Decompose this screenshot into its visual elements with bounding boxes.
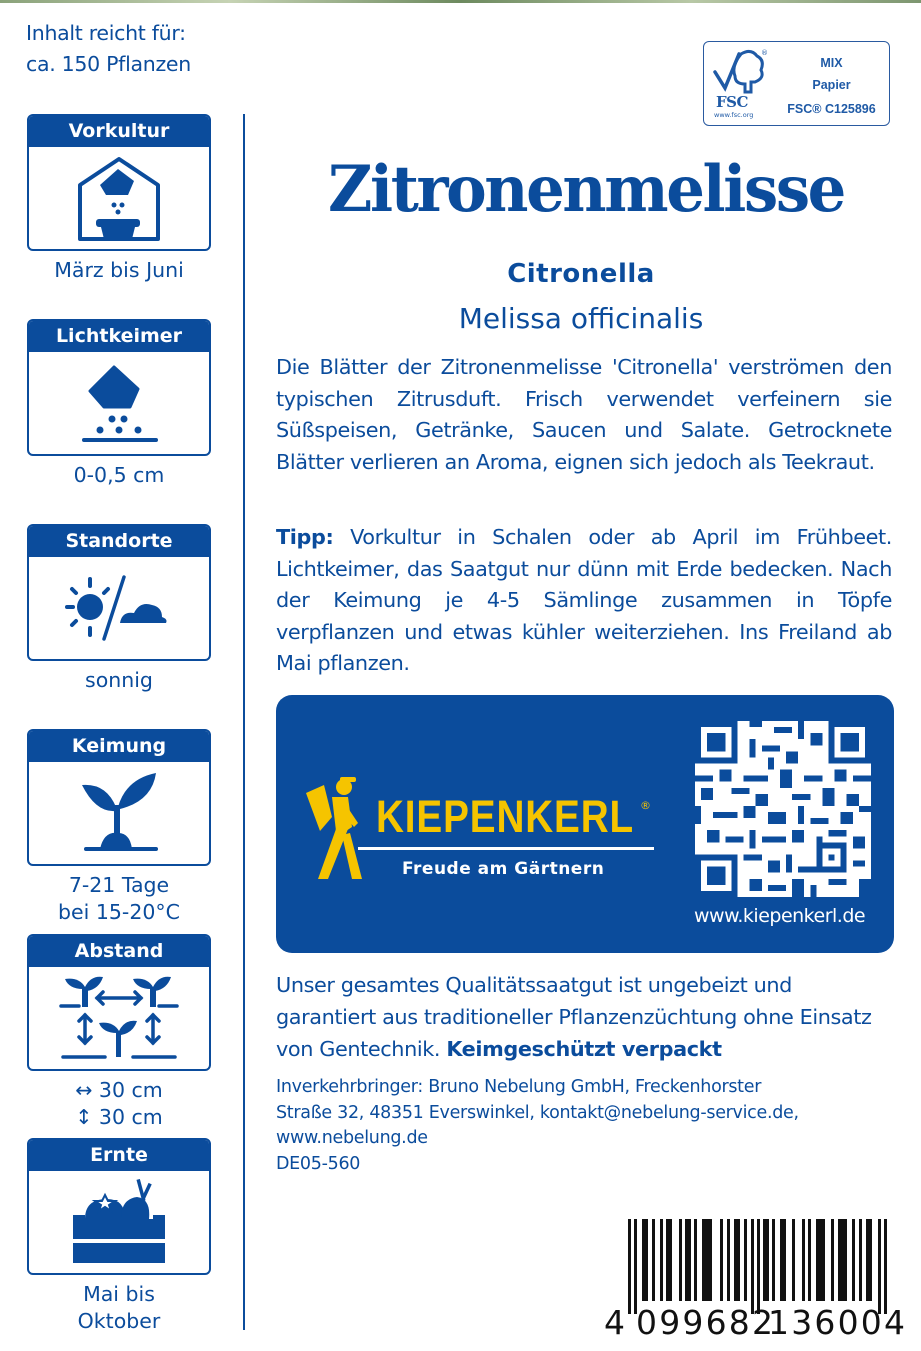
seed-quantity-line-1: Inhalt reicht für: <box>26 21 186 45</box>
seed-packet-surface-sowing-icon <box>74 363 164 443</box>
kiepenkerl-registered: ® <box>640 799 651 812</box>
kiepenkerl-hiker-logo-icon <box>306 775 362 883</box>
card-title: Standorte <box>29 526 209 557</box>
info-card-lichtkeimer <box>27 319 211 456</box>
card-title: Ernte <box>29 1140 209 1171</box>
barcode-digits-right: 136004 <box>768 1303 908 1342</box>
top-photo-strip <box>0 0 921 3</box>
seed-quantity-info <box>26 18 191 80</box>
fsc-paper: Papier <box>812 78 851 92</box>
barcode-digits-left: 099682 <box>636 1303 776 1342</box>
distributor-info <box>276 1075 896 1177</box>
barcode-digit-first: 4 <box>604 1303 625 1342</box>
fsc-registered-mark: ® <box>761 49 768 57</box>
organic-control-code: DE05-560 <box>276 1153 361 1174</box>
distributor-website: www.nebelung.de <box>276 1128 428 1148</box>
column-divider <box>243 114 245 1330</box>
product-title: Zitronenmelisse <box>328 152 844 227</box>
card-caption-ernte: Mai bis Oktober <box>77 1282 161 1333</box>
ean-barcode-icon <box>606 1219 891 1314</box>
card-caption-keimung: 7-21 Tage bei 15-20°C <box>58 873 180 924</box>
seed-quantity-line-2: ca. 150 Pflanzen <box>26 52 191 76</box>
qr-code-icon[interactable] <box>695 721 871 897</box>
seedling-icon <box>74 771 164 855</box>
quality-statement <box>276 969 896 1065</box>
fsc-mix: MIX <box>820 56 843 70</box>
product-variety: Citronella <box>507 259 655 289</box>
greenhouse-sowing-icon <box>74 155 164 241</box>
distributor-line-2: Straße 32, 48351 Everswinkel, kontakt@nebelung-service.de, <box>276 1102 799 1123</box>
fsc-url: www.fsc.org <box>714 111 754 119</box>
card-caption-standorte: sonnig <box>85 668 153 692</box>
info-card-standorte <box>27 524 211 661</box>
info-card-abstand <box>27 934 211 1071</box>
info-card-vorkultur <box>27 114 211 251</box>
kiepenkerl-banner <box>276 695 894 953</box>
sun-cloud-icon <box>64 573 174 643</box>
tip-label: Tipp: <box>276 525 334 549</box>
card-caption-abstand: ↔ 30 cm ↕ 30 cm <box>75 1078 163 1129</box>
kiepenkerl-underline <box>358 847 654 850</box>
tip-text: Vorkultur in Schalen oder ab April im Frühbeet. Lichtkeimer, das Saatgut nur dünn mit Erde bedecken. Nach der Keimung je 4-5 Sämlinge zusammen in Töpfe verpflanzen und etwas kühler weiterziehen. Ins Freiland ab Mai pflanzen. <box>276 525 892 675</box>
kiepenkerl-slogan: Freude am Gärtnern <box>402 859 605 879</box>
quality-text: Unser gesamtes Qualitätssaatgut ist ungebeizt und garantiert aus traditioneller Pflanzenzüchtung ohne Einsatz von Gentechnik. <box>276 973 872 1061</box>
distributor-line-1: Inverkehrbringer: Bruno Nebelung GmbH, Freckenhorster <box>276 1077 762 1097</box>
card-title: Vorkultur <box>29 116 209 147</box>
product-latin-name: Melissa officinalis <box>458 302 704 335</box>
harvest-crate-icon <box>71 1179 167 1265</box>
growing-tip <box>276 522 892 680</box>
info-card-keimung <box>27 729 211 866</box>
fsc-license-code: FSC® C125896 <box>787 102 876 116</box>
card-title: Keimung <box>29 731 209 762</box>
card-title: Abstand <box>29 936 209 967</box>
quality-bold-claim: Keimgeschützt verpackt <box>446 1037 722 1061</box>
card-caption-lichtkeimer: 0-0,5 cm <box>73 463 165 487</box>
card-caption-vorkultur: März bis Juni <box>54 258 184 282</box>
info-card-ernte <box>27 1138 211 1275</box>
fsc-brand: FSC <box>716 93 748 111</box>
fsc-certification-label <box>703 41 890 126</box>
kiepenkerl-wordmark: KIEPENKERL <box>376 791 635 842</box>
card-title: Lichtkeimer <box>29 321 209 352</box>
plant-spacing-icon <box>59 975 179 1061</box>
kiepenkerl-website-link[interactable]: www.kiepenkerl.de <box>694 905 866 927</box>
product-description: Die Blätter der Zitronenmelisse 'Citronella' verströmen den typischen Zitrusduft. Frisch verwendet verfeinern sie Süßspeisen, Getränke, Saucen und Salate. Getrocknete Blätter verlieren an Aroma, eignen sich jedoch als Teekraut. <box>276 355 892 474</box>
